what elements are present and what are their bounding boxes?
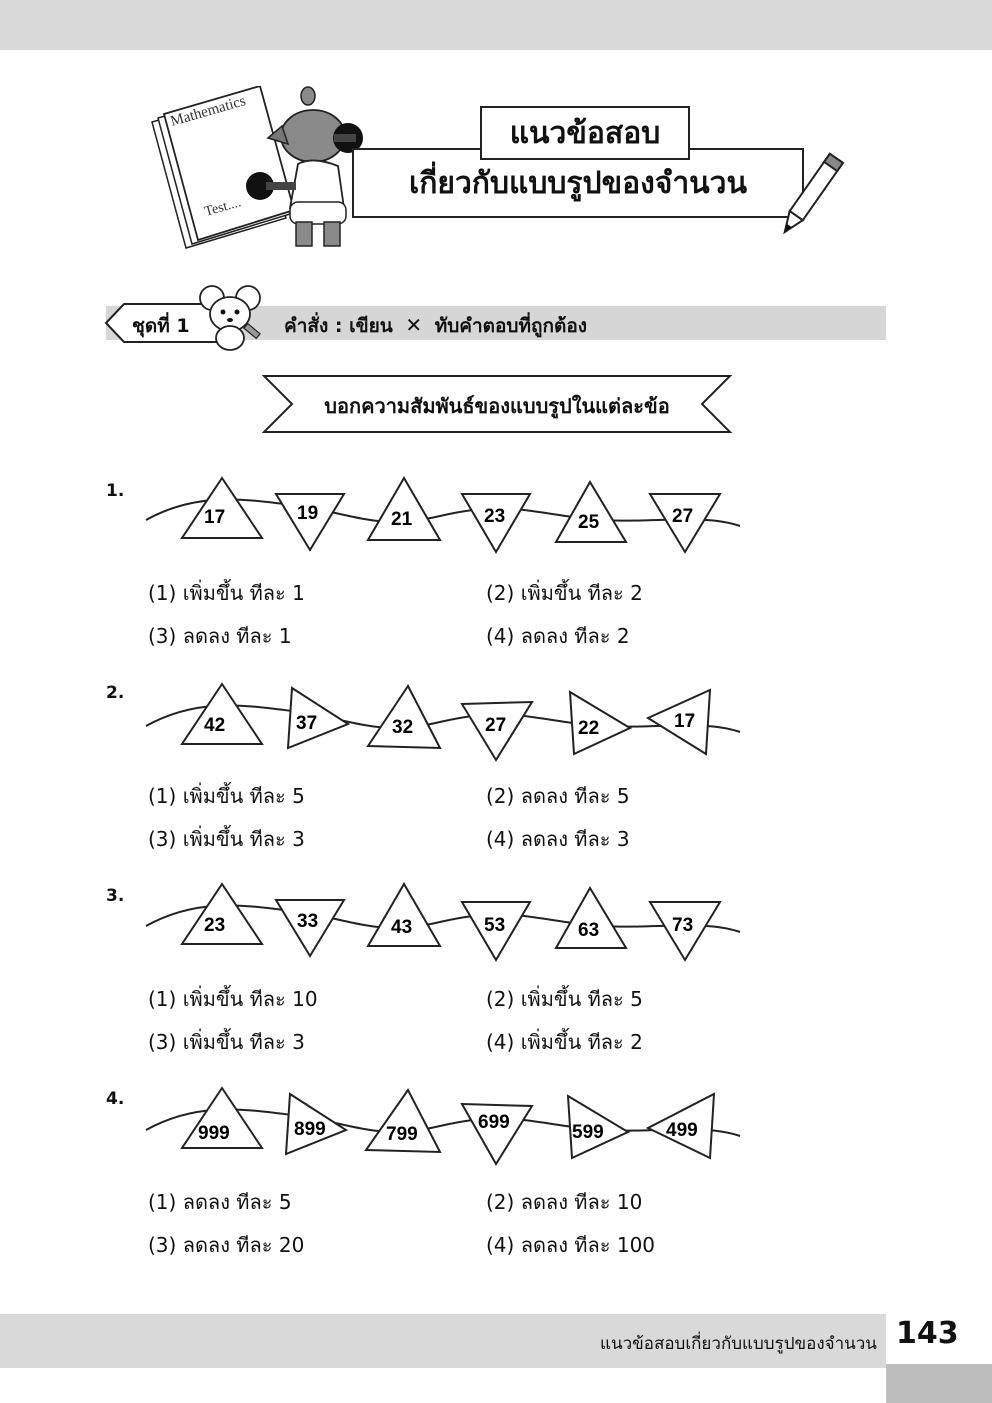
pattern-value: 23 — [204, 915, 226, 936]
answer-option[interactable]: (1) ลดลง ทีละ 5 — [148, 1190, 292, 1214]
answer-option[interactable]: (2) ลดลง ทีละ 5 — [486, 784, 630, 808]
question-number: 2. — [106, 683, 125, 703]
pattern-value: 17 — [674, 711, 696, 732]
page-number: 143 — [896, 1316, 959, 1351]
mouse-icon — [198, 282, 264, 352]
answer-option[interactable]: (2) เพิ่มขึ้น ทีละ 5 — [486, 987, 643, 1011]
number-pattern-chain — [140, 882, 750, 962]
answer-option[interactable]: (1) เพิ่มขึ้น ทีละ 1 — [148, 581, 305, 605]
pattern-value: 22 — [578, 718, 600, 739]
instruction-prefix: คำสั่ง : เขียน — [284, 315, 393, 337]
answer-option[interactable]: (2) เพิ่มขึ้น ทีละ 2 — [486, 581, 643, 605]
answer-option[interactable]: (4) ลดลง ทีละ 2 — [486, 624, 630, 648]
pattern-value: 799 — [386, 1124, 418, 1145]
pattern-value: 599 — [572, 1122, 604, 1143]
book-label-mathematics: Mathematics — [168, 93, 248, 130]
pattern-value: 21 — [391, 509, 413, 530]
answer-option[interactable]: (4) ลดลง ทีละ 3 — [486, 827, 630, 851]
instruction-suffix: ทับคำตอบที่ถูกต้อง — [434, 315, 588, 337]
pattern-value: 42 — [204, 715, 226, 736]
pattern-value: 23 — [484, 506, 506, 527]
x-mark-icon: ✕ — [405, 313, 423, 337]
answer-option[interactable]: (1) เพิ่มขึ้น ทีละ 5 — [148, 784, 305, 808]
pattern-value: 53 — [484, 915, 506, 936]
pattern-value: 37 — [296, 713, 318, 734]
footer-corner-block — [886, 1364, 992, 1403]
answer-option[interactable]: (1) เพิ่มขึ้น ทีละ 10 — [148, 987, 318, 1011]
answer-option[interactable]: (4) เพิ่มขึ้น ทีละ 2 — [486, 1030, 643, 1054]
footer-title: แนวข้อสอบเกี่ยวกับแบบรูปของจำนวน — [600, 1334, 877, 1354]
pattern-value: 999 — [198, 1123, 230, 1144]
pattern-value: 27 — [485, 715, 507, 736]
pattern-value: 25 — [578, 512, 600, 533]
pattern-value: 699 — [478, 1112, 510, 1133]
answer-option[interactable]: (3) เพิ่มขึ้น ทีละ 3 — [148, 1030, 305, 1054]
pattern-value: 499 — [666, 1120, 698, 1141]
question-number: 4. — [106, 1089, 125, 1109]
question-number: 3. — [106, 886, 125, 906]
number-pattern-chain — [140, 476, 750, 556]
page-title-line1: แนวข้อสอบ — [480, 106, 690, 160]
book-label-test: Test.... — [202, 195, 243, 220]
pattern-value: 27 — [672, 506, 694, 527]
answer-option[interactable]: (3) เพิ่มขึ้น ทีละ 3 — [148, 827, 305, 851]
pattern-value: 63 — [578, 920, 600, 941]
answer-option[interactable]: (4) ลดลง ทีละ 100 — [486, 1233, 656, 1257]
pattern-value: 73 — [672, 915, 694, 936]
pencil-icon — [770, 146, 850, 246]
answer-option[interactable]: (3) ลดลง ทีละ 1 — [148, 624, 292, 648]
question-number: 1. — [106, 481, 125, 501]
number-pattern-chain — [140, 1086, 750, 1166]
number-pattern-chain — [140, 682, 750, 762]
pattern-value: 33 — [297, 911, 319, 932]
answer-option[interactable]: (2) ลดลง ทีละ 10 — [486, 1190, 643, 1214]
stacked-books-icon — [152, 86, 294, 248]
section-banner-text: บอกความสัมพันธ์ของแบบรูปในแต่ละข้อ — [324, 394, 670, 418]
set-label: ชุดที่ 1 — [132, 315, 190, 337]
pattern-value: 899 — [294, 1119, 326, 1140]
page-title-line2: เกี่ยวกับแบบรูปของจำนวน — [352, 148, 804, 218]
answer-option[interactable]: (3) ลดลง ทีละ 20 — [148, 1233, 305, 1257]
pattern-value: 17 — [204, 507, 226, 528]
pattern-value: 32 — [392, 717, 414, 738]
top-header-bar — [0, 0, 992, 50]
instruction-text — [284, 311, 587, 341]
pattern-value: 19 — [297, 503, 319, 524]
pattern-value: 43 — [391, 917, 413, 938]
rhino-weightlifting-illustration — [148, 86, 368, 256]
